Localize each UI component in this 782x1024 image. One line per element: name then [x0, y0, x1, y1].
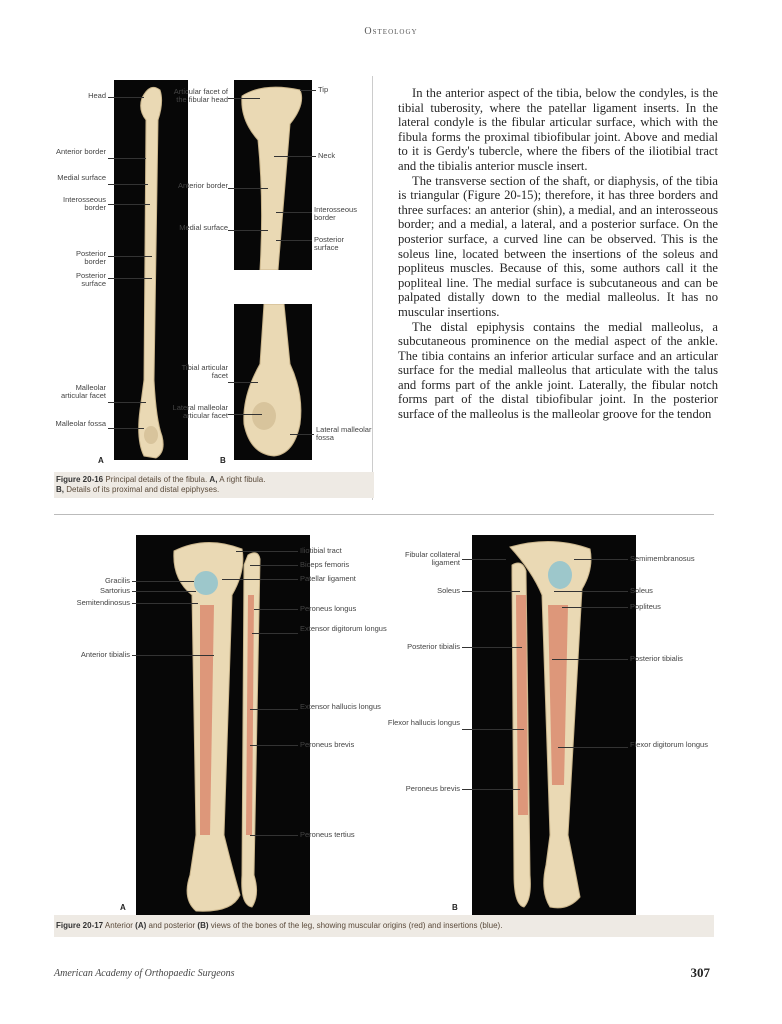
caption-figure-number: Figure 20-16 — [56, 475, 104, 484]
label-anterior-border: Anterior border — [55, 147, 106, 156]
running-head: Osteology — [364, 26, 418, 37]
leader-line — [228, 230, 268, 231]
leader-line — [462, 591, 520, 592]
leader-line — [228, 188, 268, 189]
label-semitendinosus: Semitendinosus — [76, 598, 130, 607]
caption-text: A right fibula. — [217, 475, 266, 484]
caption-text: Principal details of the fibula. — [103, 475, 210, 484]
leader-line — [228, 414, 262, 415]
label-gracilis: Gracilis — [104, 576, 130, 585]
label-interosseous-border-proximal: Interosseous border — [314, 205, 357, 222]
label-posterior-surface: Posterior surface — [75, 271, 106, 288]
label-posterior-tibialis-left: Posterior tibialis — [407, 642, 460, 651]
label-anterior-tibialis: Anterior tibialis — [80, 650, 130, 659]
caption-text: views of the bones of the leg, showing muscular origins (red) and insertions (blue). — [208, 921, 503, 930]
leader-line — [108, 402, 146, 403]
caption-panel-b: (B) — [197, 921, 209, 930]
label-tip: Tip — [318, 85, 329, 94]
label-medial-surface-proximal: Medial surface — [179, 223, 228, 232]
page-number: 307 — [690, 965, 710, 980]
label-fibular-collateral-ligament: Fibular collateral ligament — [404, 550, 460, 567]
leader-line — [132, 591, 196, 592]
figure-20-16-caption — [54, 472, 374, 498]
leader-line — [462, 789, 520, 790]
leader-line — [228, 98, 260, 99]
label-extensor-hallucis-longus: Extensor hallucis longus — [300, 702, 381, 711]
label-head: Head — [88, 91, 106, 100]
leader-line — [574, 559, 628, 560]
panel-letter-a: A — [120, 903, 126, 912]
label-posterior-tibialis-right: Posterior tibialis — [630, 654, 683, 663]
leader-line — [290, 434, 314, 435]
figure-20-17 — [54, 514, 714, 949]
label-medial-surface: Medial surface — [57, 173, 106, 182]
leader-line — [236, 551, 298, 552]
leader-line — [250, 745, 298, 746]
leader-line — [552, 659, 628, 660]
label-anterior-border-proximal: Anterior border — [177, 181, 228, 190]
caption-panel-b: B, — [56, 485, 64, 494]
leader-line — [132, 581, 194, 582]
leader-line — [108, 184, 148, 185]
leader-line — [462, 647, 522, 648]
leader-line — [250, 709, 298, 710]
leader-line — [276, 212, 312, 213]
leader-line — [222, 579, 298, 580]
label-articular-facet-fibular-head: Articular facet of the fibular head — [173, 87, 228, 104]
body-paragraph: The transverse section of the shaft, or diaphysis, of the tibia is triangular (Figure 20-15); therefore, it has three borders and three surfaces: an anterior (shin), a medial, and an interosseous border; and a medial, a lateral, and a posterior surface. On the posterior surface, a curved line can be observed. This is the soleus line, located between the insertions of the soleus and popliteus muscles. Because of this, some authors call it the popliteal line. The medial surface is subcutaneous and can be palpated distally down to the medial malleolus. It has no muscular insertions. — [398, 173, 718, 319]
footer-publisher: American Academy of Orthopaedic Surgeons — [54, 968, 235, 979]
body-text — [398, 86, 718, 422]
leader-line — [250, 565, 298, 566]
label-biceps-femoris: Biceps femoris — [300, 560, 350, 569]
label-peroneus-brevis-b: Peroneus brevis — [405, 784, 460, 793]
caption-figure-number: Figure 20-17 — [56, 921, 104, 930]
body-paragraph: In the anterior aspect of the tibia, below the condyles, is the tibial tuberosity, where the patellar ligament inserts. In the lateral condyle is the fibular articular surface, which with the fibula forms the proximal tibiofibular joint. Above and medial to it is Gerdy's tubercle, where the fibers of the iliotibial tract and the tibialis anterior muscle insert. — [398, 86, 718, 173]
leader-line — [108, 204, 150, 205]
label-soleus-right: Soleus — [630, 586, 653, 595]
panel-letter-b: B — [452, 903, 458, 912]
leader-line — [462, 729, 524, 730]
leg-bones-posterior-photo — [472, 535, 636, 917]
leader-line — [462, 559, 506, 560]
figure-20-16 — [54, 76, 373, 500]
label-flexor-hallucis-longus: Flexor hallucis longus — [387, 718, 460, 727]
leader-line — [250, 835, 298, 836]
label-sartorius: Sartorius — [99, 586, 130, 595]
anterior-leg-bones-illustration — [136, 535, 310, 917]
leader-line — [108, 278, 152, 279]
leader-line — [132, 603, 198, 604]
caption-panel-a: A, — [209, 475, 218, 484]
leader-line — [252, 633, 298, 634]
label-peroneus-longus: Peroneus longus — [300, 604, 357, 613]
label-posterior-surface-proximal: Posterior surface — [314, 235, 345, 252]
leader-line — [108, 158, 146, 159]
leader-line — [108, 256, 152, 257]
label-patellar-ligament: Patellar ligament — [300, 574, 356, 583]
caption-text: and posterior — [146, 921, 198, 930]
label-tibial-articular-facet: Tibial articular facet — [181, 363, 228, 380]
leader-line — [108, 428, 144, 429]
leader-line — [276, 240, 312, 241]
label-flexor-digitorum-longus: Flexor digitorum longus — [630, 740, 708, 749]
label-lateral-malleolar-articular-facet: Lateral malleolar articular facet — [172, 403, 228, 420]
label-lateral-malleolar-fossa: Lateral malleolar fossa — [316, 425, 372, 442]
caption-text: Details of its proximal and distal epiphyses. — [64, 485, 220, 494]
leader-line — [558, 747, 628, 748]
label-malleolar-articular-facet: Malleolar articular facet — [60, 383, 106, 400]
label-iliotibial-tract: Iliotibial tract — [300, 546, 342, 555]
label-interosseous-border: Interosseous border — [63, 195, 106, 212]
label-malleolar-fossa: Malleolar fossa — [55, 419, 106, 428]
leader-line — [108, 97, 144, 98]
label-posterior-border: Posterior border — [75, 249, 106, 266]
caption-panel-a: (A) — [135, 921, 147, 930]
leg-bones-anterior-photo — [136, 535, 310, 917]
leader-line — [132, 655, 214, 656]
label-soleus-left: Soleus — [437, 586, 460, 595]
figure-20-17-caption — [54, 915, 714, 937]
leader-line — [554, 591, 628, 592]
leader-line — [228, 382, 258, 383]
label-extensor-digitorum-longus: Extensor digitorum longus — [300, 624, 387, 633]
panel-letter-a: A — [98, 456, 104, 465]
label-neck: Neck — [318, 151, 336, 160]
label-semimembranosus: Semimembranosus — [630, 554, 695, 563]
leader-line — [274, 156, 316, 157]
posterior-leg-bones-illustration — [472, 535, 636, 917]
proximal-fibula-illustration — [234, 80, 312, 270]
leader-line — [300, 90, 316, 91]
leader-line — [254, 609, 298, 610]
caption-text: Anterior — [103, 921, 136, 930]
label-popliteus: Popliteus — [630, 602, 661, 611]
leader-line — [562, 607, 628, 608]
panel-letter-b: B — [220, 456, 226, 465]
label-peroneus-brevis: Peroneus brevis — [300, 740, 355, 749]
fibula-photo-proximal — [234, 80, 312, 270]
body-paragraph: The distal epiphysis contains the medial malleolus, a subcutaneous prominence on the medial aspect of the ankle. The tibia contains an inferior articular surface and an articular surface for the medial malleolus that articulate with the talus and forms part of the ankle joint. Laterally, the fibular notch forms part of the distal tibiofibular joint. In the posterior surface of the malleolus is the malleolar groove for the tendon — [398, 319, 718, 422]
label-peroneus-tertius: Peroneus tertius — [300, 830, 355, 839]
